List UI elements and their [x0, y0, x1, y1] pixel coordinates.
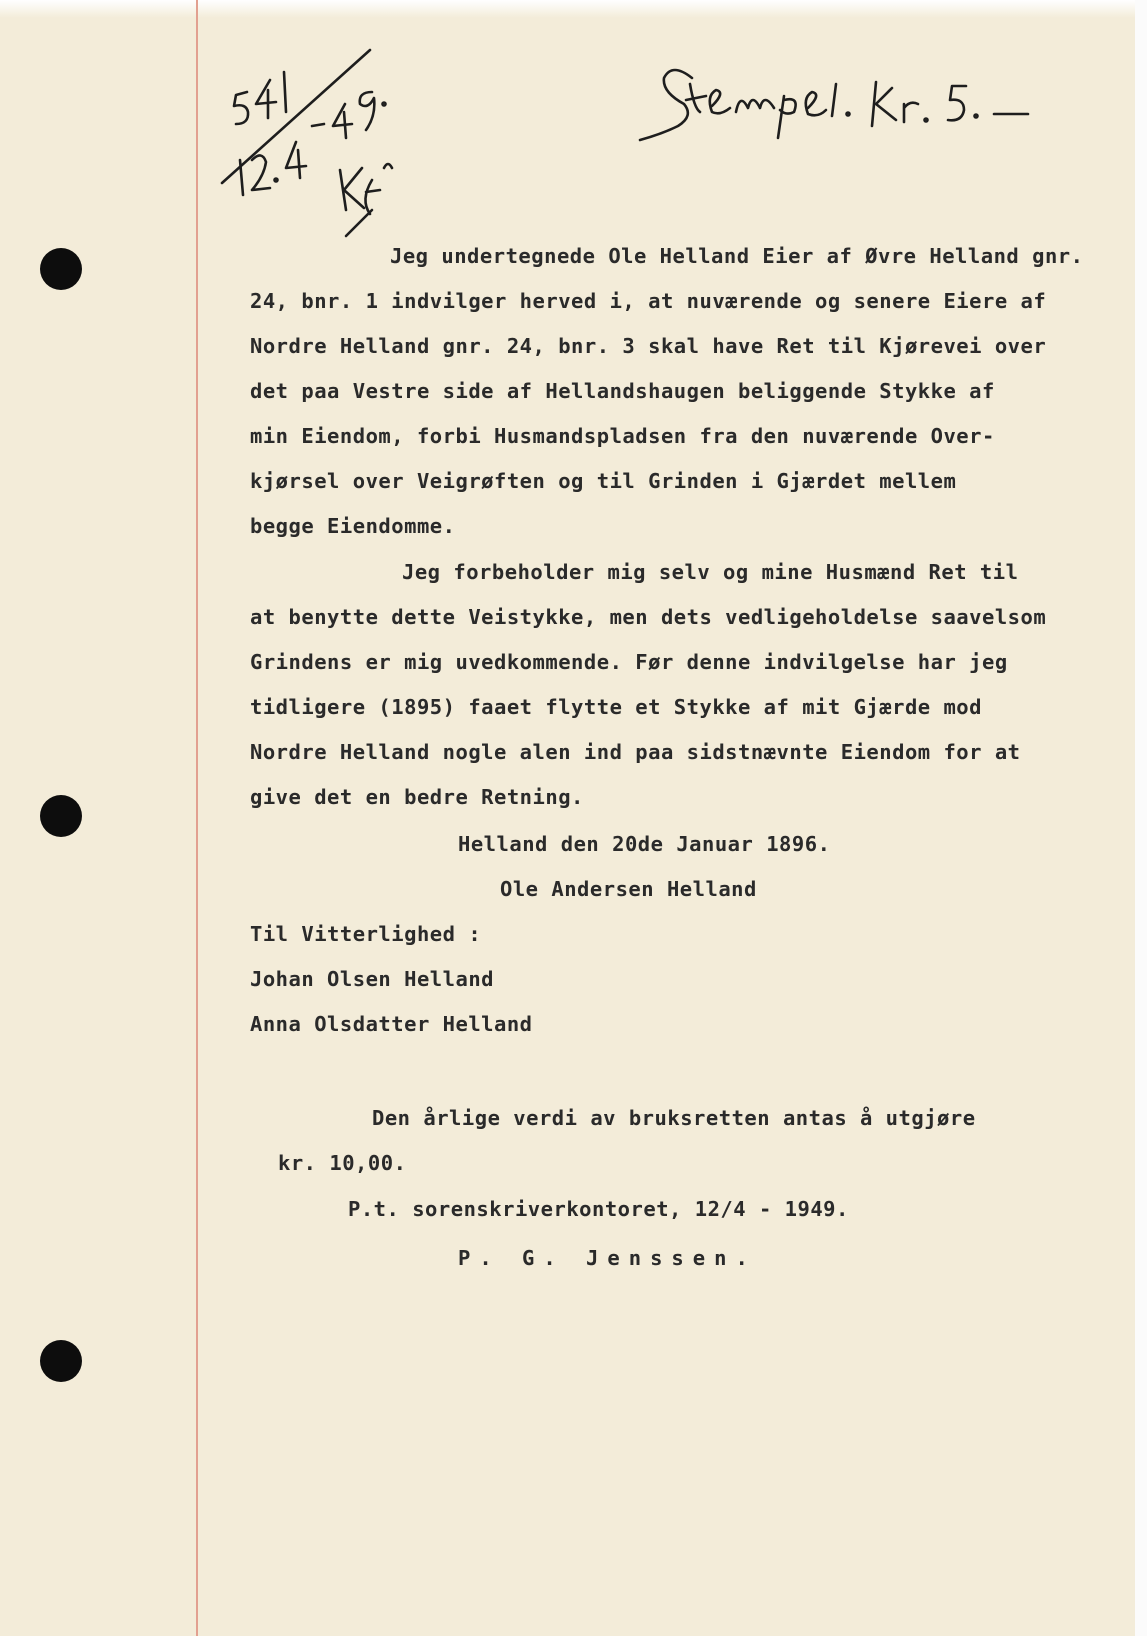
witness-1: Johan Olsen Helland [250, 967, 494, 991]
body-line-8: Jeg forbeholder mig selv og mine Husmænd Ret til [402, 560, 1019, 584]
office-line: P.t. sorenskriverkontoret, 12/4 - 1949. [348, 1197, 849, 1221]
registrar-signature: P. G. Jenssen. [458, 1246, 757, 1270]
body-line-6: kjørsel over Veigrøften og til Grinden i Gjærdet mellem [250, 469, 957, 493]
valuation-line-2: kr. 10,00. [278, 1151, 407, 1175]
body-line-5: min Eiendom, forbi Husmandspladsen fra den nuværende Over- [250, 424, 995, 448]
body-line-12: Nordre Helland nogle alen ind paa sidstnævnte Eiendom for at [250, 740, 1021, 764]
handwritten-reference [234, 72, 286, 124]
witness-2: Anna Olsdatter Helland [250, 1012, 533, 1036]
body-line-7: begge Eiendomme. [250, 514, 456, 538]
witness-heading: Til Vitterlighed : [250, 922, 482, 946]
handwritten-slash [222, 50, 370, 183]
place-date-line: Helland den 20de Januar 1896. [458, 832, 831, 856]
punch-hole-bottom [40, 1340, 82, 1382]
body-line-10: Grindens er mig uvedkommende. Før denne indvilgelse har jeg [250, 650, 1008, 674]
body-line-3: Nordre Helland gnr. 24, bnr. 3 skal have Ret til Kjørevei over [250, 334, 1047, 358]
punch-hole-middle [40, 795, 82, 837]
handwritten-date [240, 92, 386, 195]
handwritten-initials [340, 164, 392, 236]
handwritten-stamp-note [640, 70, 1028, 140]
body-line-2: 24, bnr. 1 indvilger herved i, at nuværende og senere Eiere af [250, 289, 1047, 313]
signer-name: Ole Andersen Helland [500, 877, 757, 901]
body-line-9: at benytte dette Veistykke, men dets vedligeholdelse saavelsom [250, 605, 1047, 629]
valuation-line-1: Den årlige verdi av bruksretten antas å utgjøre [372, 1106, 976, 1130]
body-line-4: det paa Vestre side af Hellandshaugen beliggende Stykke af [250, 379, 995, 403]
body-line-11: tidligere (1895) faaet flytte et Stykke af mit Gjærde mod [250, 695, 982, 719]
body-line-13: give det en bedre Retning. [250, 785, 584, 809]
body-line-1: Jeg undertegnede Ole Helland Eier af Øvre Helland gnr. [390, 244, 1084, 268]
